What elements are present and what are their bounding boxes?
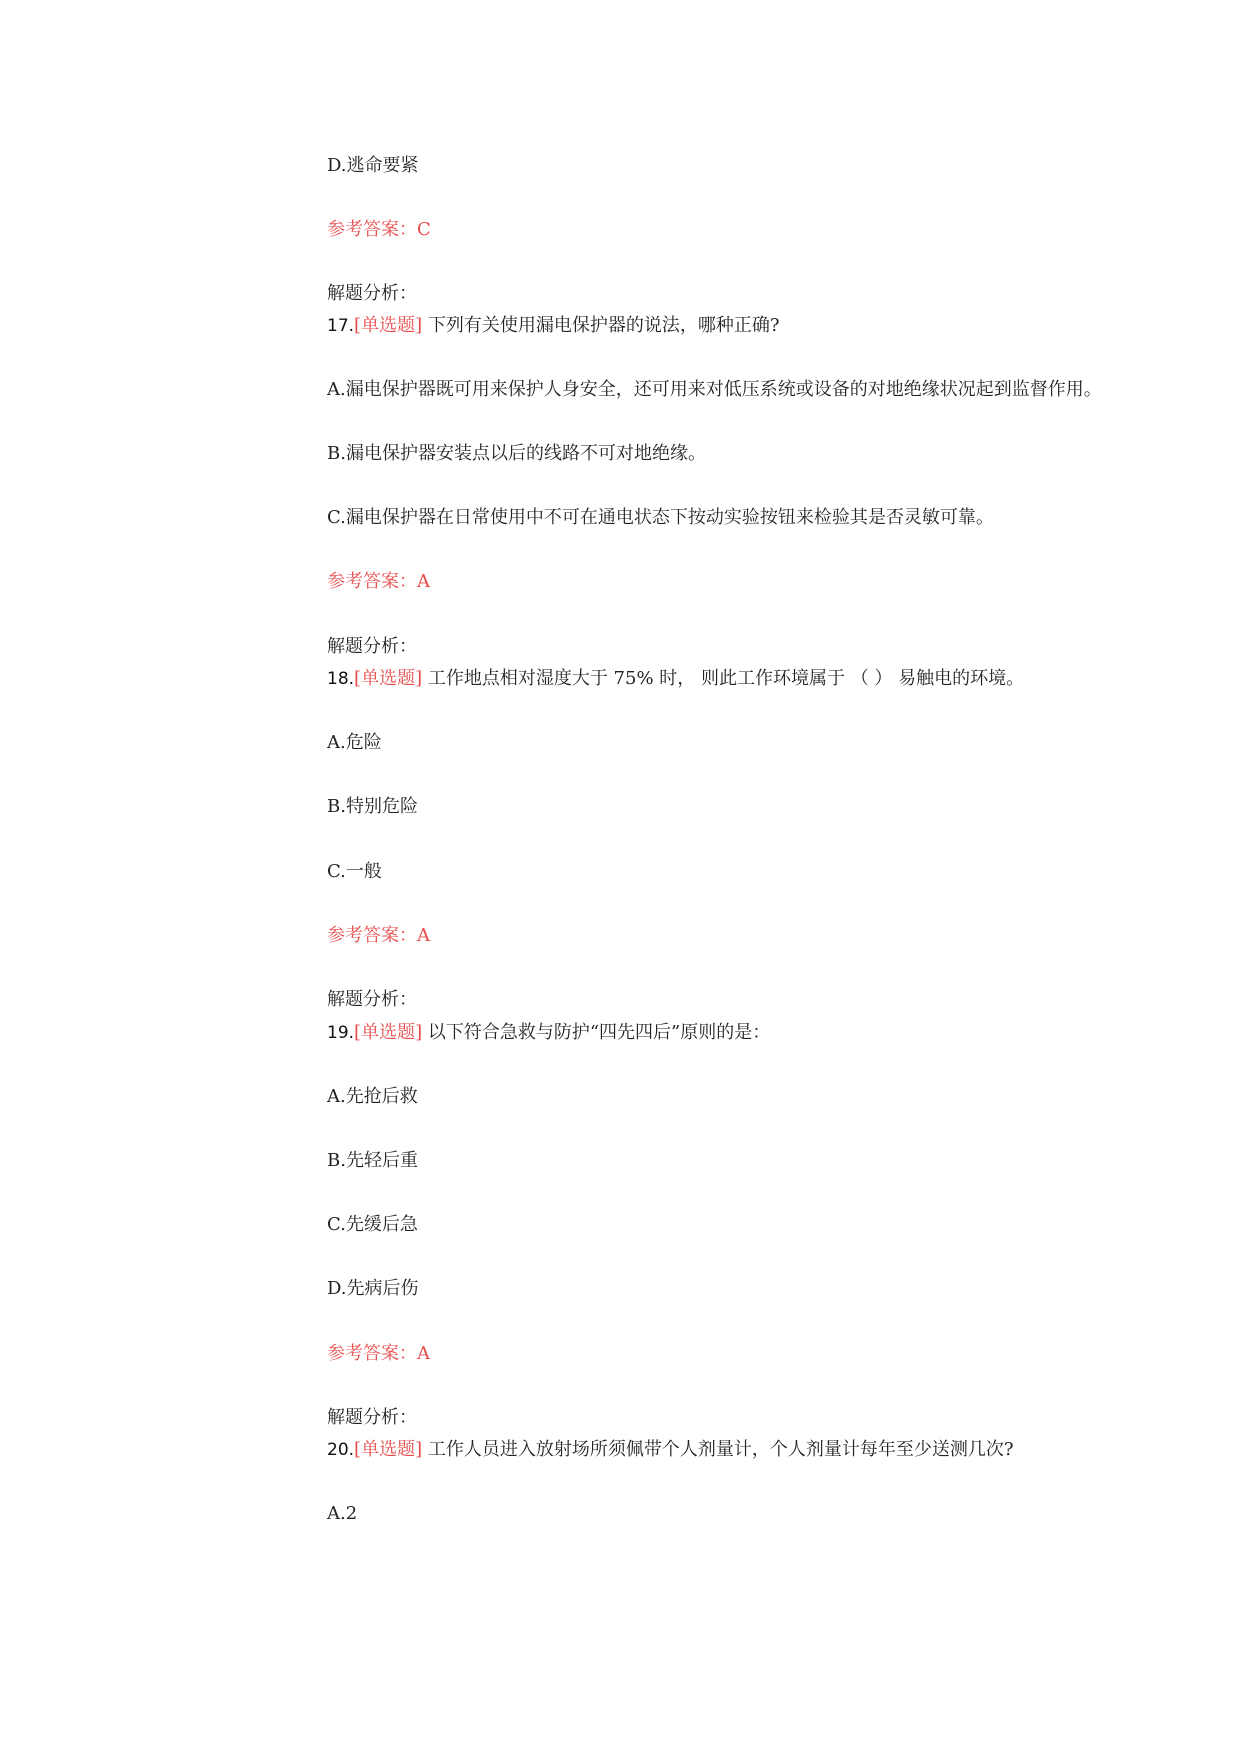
q18-answer: 参考答案：A [327,925,430,946]
q19-analysis-label: 解题分析： [327,1407,417,1428]
q17-option-c: C.漏电保护器在日常使用中不可在通电状态下按动实验按钮来检验其是否灵敏可靠。 [327,507,994,528]
q20-question [327,1438,1013,1462]
q19-option-d: D.先病后伤 [327,1278,419,1299]
q20-number: 20. [327,1440,355,1460]
q17-option-b: B.漏电保护器安装点以后的线路不可对地绝缘。 [327,443,706,464]
q16-analysis-label: 解题分析： [327,283,417,304]
q19-type-tag: [单选题] [354,1022,423,1043]
q18-option-c: C.一般 [327,861,382,882]
q17-type-tag: [单选题] [354,315,423,336]
q19-number: 19. [327,1023,355,1043]
q18-text: 工作地点相对湿度大于 75% 时， 则此工作环境属于 （ ） 易触电的环境。 [427,668,1025,689]
q19-question [327,1021,770,1045]
q19-option-a: A.先抢后救 [327,1086,418,1107]
q17-question [327,314,779,338]
q18-type-tag: [单选题] [354,668,423,689]
q18-option-a: A.危险 [327,732,382,753]
q18-option-b: B.特别危险 [327,796,418,817]
q18-question [327,667,1024,691]
q20-option-a: A.2 [327,1503,358,1524]
q19-answer: 参考答案：A [327,1343,430,1364]
q20-type-tag: [单选题] [354,1439,423,1460]
q17-option-a: A.漏电保护器既可用来保护人身安全，还可用来对低压系统或设备的对地绝缘状况起到监督作用。 [327,379,1102,400]
q17-text: 下列有关使用漏电保护器的说法，哪种正确? [427,315,780,336]
q19-text: 以下符合急救与防护“四先四后”原则的是： [427,1022,771,1043]
q17-analysis-label: 解题分析： [327,636,417,657]
q16-option-d: D.逃命要紧 [327,155,419,176]
q18-number: 18. [327,669,355,689]
q18-analysis-label: 解题分析： [327,989,417,1010]
q19-option-b: B.先轻后重 [327,1150,418,1171]
q20-text: 工作人员进入放射场所须佩带个人剂量计，个人剂量计每年至少送测几次? [427,1439,1014,1460]
q17-answer: 参考答案：A [327,571,430,592]
q17-number: 17. [327,316,355,336]
q19-option-c: C.先缓后急 [327,1214,418,1235]
q16-answer: 参考答案：C [327,219,431,240]
